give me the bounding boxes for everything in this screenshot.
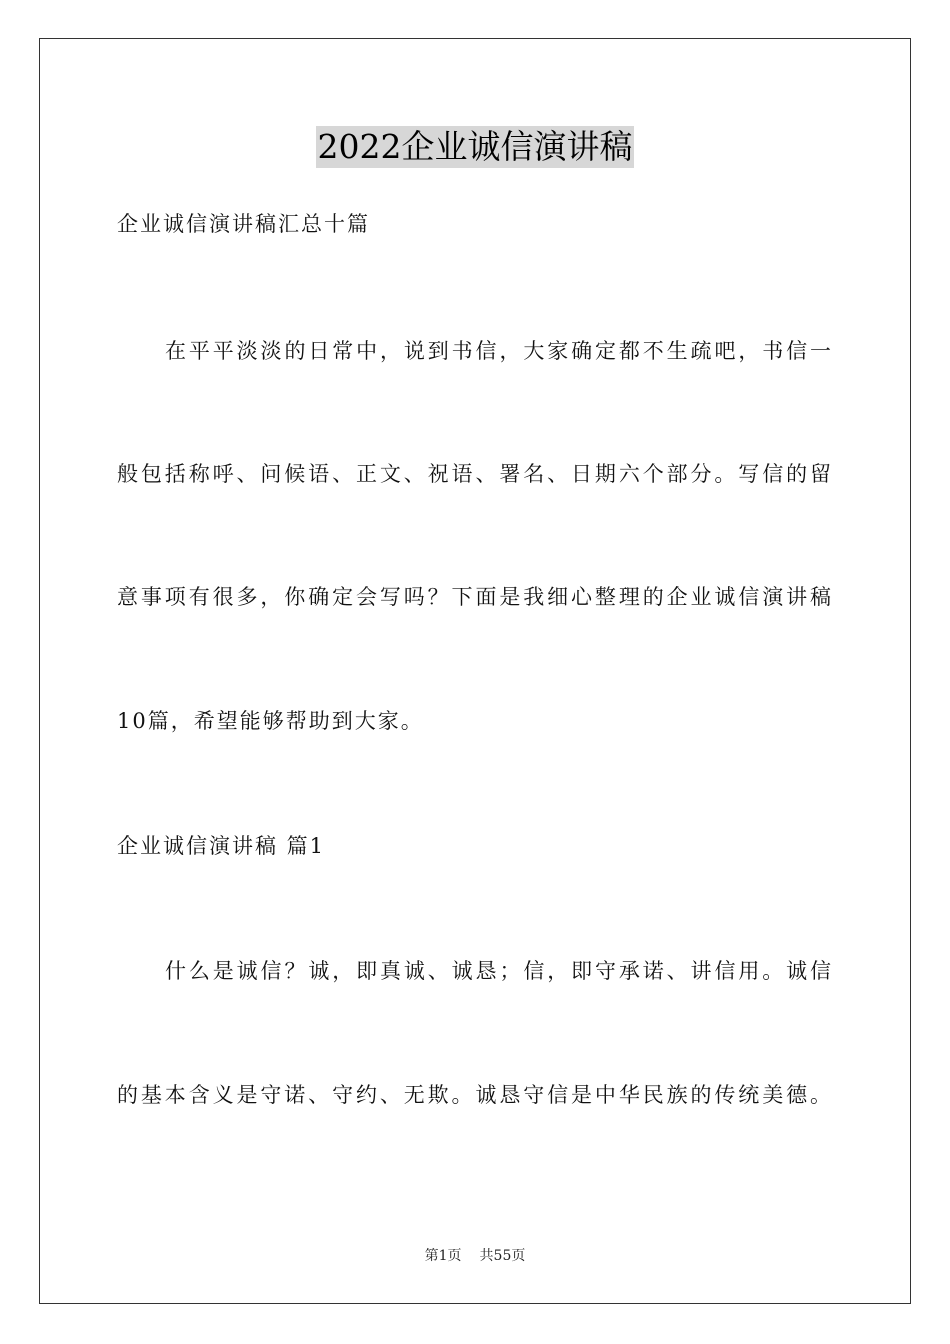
page-footer	[0, 1246, 950, 1266]
paragraph-line: 的基本含义是守诺、守约、无欺。诚恳守信是中华民族的传统美德。	[117, 1083, 833, 1107]
paragraph-line: 在平平淡淡的日常中，说到书信，大家确定都不生疏吧，书信一	[165, 339, 833, 363]
section-heading: 企业诚信演讲稿 篇1	[117, 834, 326, 858]
document-title: 2022企业诚信演讲稿	[317, 127, 633, 166]
title-container	[0, 126, 950, 168]
paragraph-line: 意事项有很多，你确定会写吗？下面是我细心整理的企业诚信演讲稿	[117, 585, 833, 609]
page-total: 共55页	[479, 1248, 526, 1264]
paragraph-line: 10篇，希望能够帮助到大家。	[117, 709, 424, 733]
paragraph-line: 什么是诚信？诚，即真诚、诚恳；信，即守承诺、讲信用。诚信	[165, 959, 833, 983]
page-number: 第1页	[424, 1248, 462, 1264]
paragraph-line: 般包括称呼、问候语、正文、祝语、署名、日期六个部分。写信的留	[117, 462, 833, 486]
document-subtitle: 企业诚信演讲稿汇总十篇	[117, 212, 370, 236]
